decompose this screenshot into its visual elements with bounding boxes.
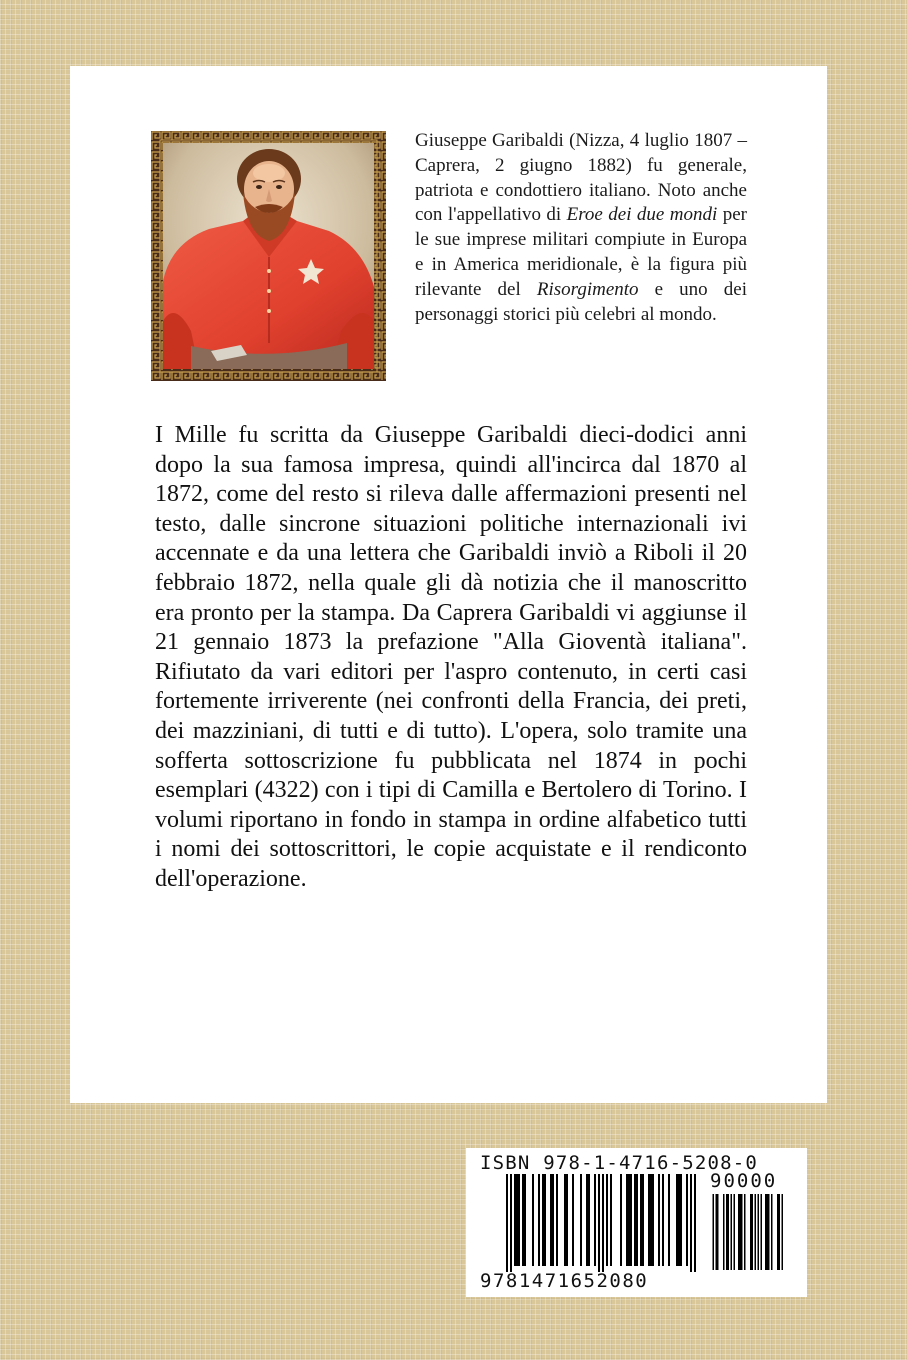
barcode-bar — [640, 1174, 642, 1266]
barcode-bar — [606, 1174, 608, 1266]
barcode-bar — [566, 1174, 568, 1266]
barcode-bar — [668, 1174, 670, 1266]
barcode-bar — [658, 1174, 660, 1266]
barcode-bar — [634, 1174, 636, 1266]
addon-barcode-bars — [711, 1194, 783, 1270]
barcode-bar — [750, 1194, 752, 1270]
barcode-bar — [662, 1174, 664, 1266]
barcode-bar — [741, 1194, 743, 1270]
barcode-bar — [524, 1174, 526, 1266]
ean-barcode-bars — [506, 1174, 696, 1272]
ean-digits: 9781471652080 — [480, 1270, 649, 1292]
barcode-bar — [650, 1174, 652, 1266]
barcode-bar — [761, 1194, 763, 1270]
barcode-bar — [779, 1194, 781, 1270]
barcode-bar — [726, 1194, 728, 1270]
book-description: I Mille fu scritta da Giuseppe Garibaldi dieci-dodici anni dopo la sua famosa impresa, quindi all'incirca dal 1870 al 1872, come del resto si rileva dalle affermazioni presenti nel testo, dalle sincrone situazioni politiche internazionali ivi accennate e da una lettera che Garibaldi inviò a Riboli il 20 febbraio 1872, nella quale gli dà notizia che il manoscritto era pronto per la stampa. Da Caprera Garibaldi vi aggiunse il 21 gennaio 1873 la prefazione "Alla Gioventà italiana". Rifiutato da vari editori per l'aspro contenuto, in certi casi fortemente irriverente (nei confronti della Francia, dei preti, dei mazziniani, di tutti e di tutto). L'opera, solo tramite una sofferta sottoscrizione fu pubblicata nel 1874 in pochi esemplari (4322) con i tipi di Camilla e Bertolero di Torino. I volumi riportano in fondo in stampa in ordine alfabetico tutti i nomi dei sottoscrittori, le copie acquistate e il rendiconto dell'operazione. — [155, 422, 747, 892]
barcode-bar — [728, 1194, 730, 1270]
barcode-bar — [628, 1174, 630, 1266]
back-cover-panel — [70, 66, 827, 1103]
bio-italic-epithet: Eroe dei due mondi — [566, 204, 718, 226]
barcode-bar — [771, 1194, 773, 1270]
barcode-bar — [620, 1174, 622, 1266]
barcode-bar — [734, 1194, 736, 1270]
barcode-bar — [731, 1194, 733, 1270]
barcode-bar — [598, 1174, 600, 1272]
barcode-bar — [516, 1174, 518, 1266]
bio-text-2: per le sue imprese militari compiute in Europa e in America meridionale, è la figura più rilevante del — [415, 204, 747, 300]
barcode-bar — [538, 1174, 540, 1266]
barcode-bar — [572, 1174, 574, 1266]
barcode-bar — [556, 1174, 558, 1266]
barcode-bar — [510, 1174, 512, 1272]
barcode-bar — [723, 1194, 725, 1270]
barcode-bar — [765, 1194, 767, 1270]
barcode-bar — [740, 1194, 742, 1270]
barcode-bar — [514, 1174, 516, 1266]
barcode-bar — [713, 1194, 715, 1270]
bio-italic-risorgimento: Risorgimento — [536, 278, 639, 300]
barcode-bar — [636, 1174, 638, 1266]
barcode-bar — [594, 1174, 596, 1266]
barcode-bar — [777, 1194, 779, 1270]
barcode-bar — [678, 1174, 680, 1266]
bio-text-3: e uno dei personaggi storici più celebri al mondo. — [415, 278, 747, 325]
barcode-bar — [588, 1174, 590, 1266]
garibaldi-portrait — [151, 131, 386, 381]
barcode-bar — [738, 1194, 740, 1270]
isbn-barcode — [466, 1148, 807, 1297]
barcode-bar — [716, 1194, 718, 1270]
author-bio — [415, 129, 747, 327]
barcode-bar — [694, 1174, 696, 1272]
barcode-bar — [782, 1194, 784, 1270]
barcode-bar — [744, 1194, 746, 1270]
barcode-bar — [758, 1194, 760, 1270]
barcode-bar — [768, 1194, 770, 1270]
barcode-bar — [602, 1174, 604, 1272]
barcode-bar — [564, 1174, 566, 1266]
barcode-bar — [690, 1174, 692, 1272]
barcode-bar — [544, 1174, 546, 1266]
barcode-bar — [648, 1174, 650, 1266]
barcode-bar — [767, 1194, 769, 1270]
barcode-bar — [532, 1174, 534, 1266]
barcode-bar — [550, 1174, 552, 1266]
barcode-bar — [542, 1174, 544, 1266]
addon-digits: 90000 — [710, 1170, 778, 1192]
barcode-bar — [610, 1174, 612, 1266]
barcode-bar — [626, 1174, 628, 1266]
barcode-bar — [642, 1174, 644, 1266]
barcode-bar — [752, 1194, 754, 1270]
barcode-bar — [552, 1174, 554, 1266]
barcode-bar — [717, 1194, 719, 1270]
barcode-bar — [676, 1174, 678, 1266]
barcode-bar — [518, 1174, 520, 1266]
barcode-bar — [686, 1174, 688, 1266]
barcode-bar — [522, 1174, 524, 1266]
barcode-bar — [506, 1174, 508, 1272]
portrait-illustration — [151, 131, 386, 381]
bio-text-1: Giuseppe Garibaldi (Nizza, 4 luglio 1807 – Caprera, 2 giugno 1882) fu generale, patriota e condottiero italiano. Noto anche con l'appellativo di — [415, 130, 747, 226]
barcode-bar — [680, 1174, 682, 1266]
barcode-bar — [630, 1174, 632, 1266]
barcode-bar — [652, 1174, 654, 1266]
barcode-bar — [755, 1194, 757, 1270]
barcode-bar — [580, 1174, 582, 1266]
isbn-label: ISBN 978-1-4716-5208-0 — [480, 1152, 759, 1174]
barcode-bar — [586, 1174, 588, 1266]
